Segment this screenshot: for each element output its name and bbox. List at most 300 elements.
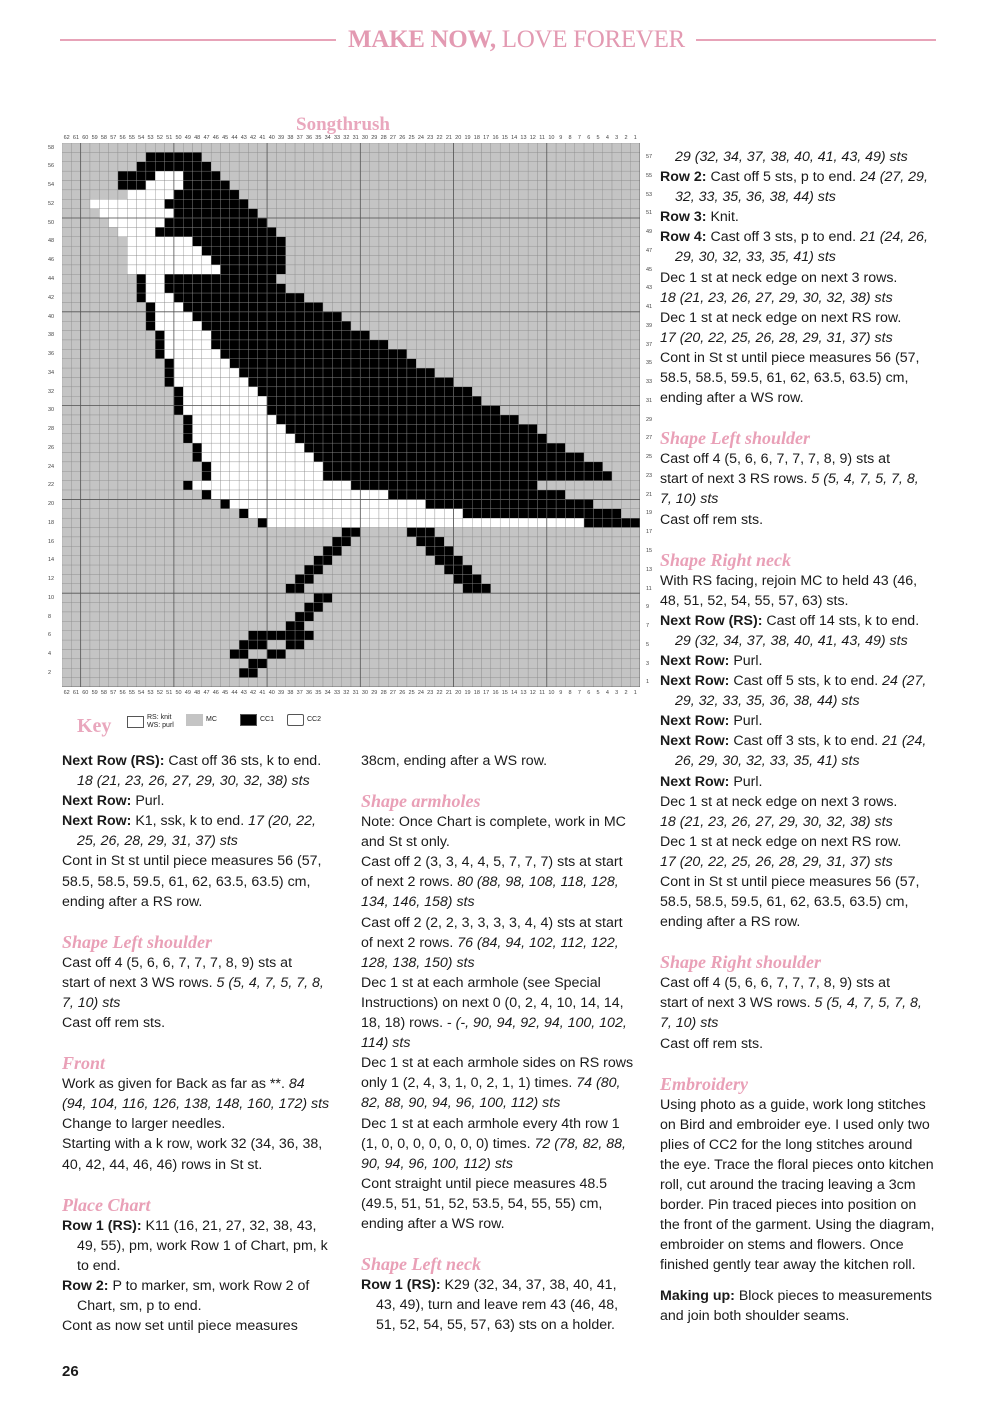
chart-stitch-cell	[379, 181, 388, 190]
chart-stitch-cell	[118, 171, 127, 180]
chart-stitch-cell	[575, 152, 584, 161]
chart-stitch-cell	[239, 359, 248, 368]
chart-stitch-cell	[62, 537, 71, 546]
chart-stitch-cell	[127, 546, 136, 555]
chart-stitch-cell	[258, 593, 267, 602]
chart-stitch-cell	[267, 640, 276, 649]
chart-stitch-cell	[519, 462, 528, 471]
chart-stitch-cell	[537, 396, 546, 405]
chart-stitch-cell	[267, 678, 276, 687]
chart-stitch-cell	[137, 312, 146, 321]
chart-stitch-cell	[137, 434, 146, 443]
chart-stitch-cell	[500, 396, 509, 405]
chart-stitch-cell	[127, 584, 136, 593]
chart-stitch-cell	[332, 612, 341, 621]
chart-stitch-cell	[379, 621, 388, 630]
instruction-line	[660, 993, 950, 1013]
chart-stitch-cell	[556, 359, 565, 368]
chart-stitch-cell	[556, 162, 565, 171]
chart-stitch-cell	[584, 649, 593, 658]
chart-stitch-cell	[547, 499, 556, 508]
stitch-count: 5 (5, 4, 7, 5, 7, 8,	[811, 471, 919, 488]
chart-stitch-cell	[603, 415, 612, 424]
chart-stitch-cell	[286, 331, 295, 340]
chart-stitch-cell	[342, 396, 351, 405]
chart-stitch-cell	[127, 668, 136, 677]
instruction-line	[660, 973, 950, 993]
chart-stitch-cell	[500, 237, 509, 246]
chart-stitch-cell	[351, 218, 360, 227]
chart-stitch-cell	[482, 340, 491, 349]
chart-stitch-cell	[426, 603, 435, 612]
chart-stitch-cell	[118, 668, 127, 677]
chart-stitch-cell	[258, 499, 267, 508]
chart-stitch-cell	[537, 143, 546, 152]
chart-stitch-cell	[155, 499, 164, 508]
section-heading: Front	[62, 1053, 106, 1074]
chart-stitch-cell	[612, 396, 621, 405]
chart-stitch-cell	[388, 509, 397, 518]
chart-stitch-cell	[220, 631, 229, 640]
chart-stitch-cell	[304, 584, 313, 593]
chart-stitch-cell	[603, 556, 612, 565]
chart-stitch-cell	[230, 340, 239, 349]
chart-stitch-cell	[137, 481, 146, 490]
chart-stitch-cell	[612, 321, 621, 330]
chart-stitch-cell	[304, 668, 313, 677]
chart-stitch-cell	[416, 481, 425, 490]
instruction-line	[660, 651, 950, 671]
chart-stitch-cell	[286, 518, 295, 527]
chart-stitch-cell	[556, 593, 565, 602]
chart-stitch-cell	[463, 574, 472, 583]
chart-stitch-cell	[81, 227, 90, 236]
chart-stitch-cell	[575, 171, 584, 180]
chart-stitch-cell	[388, 537, 397, 546]
chart-stitch-cell	[360, 396, 369, 405]
chart-stitch-cell	[276, 218, 285, 227]
chart-stitch-cell	[314, 612, 323, 621]
chart-stitch-cell	[239, 181, 248, 190]
instruction-line	[660, 852, 950, 872]
chart-stitch-cell	[127, 265, 136, 274]
chart-stitch-cell	[621, 331, 630, 340]
chart-stitch-cell	[603, 668, 612, 677]
chart-stitch-cell	[202, 584, 211, 593]
chart-stitch-cell	[230, 256, 239, 265]
chart-stitch-cell	[342, 518, 351, 527]
chart-stitch-cell	[528, 668, 537, 677]
chart-stitch-cell	[295, 490, 304, 499]
chart-stitch-cell	[584, 668, 593, 677]
chart-stitch-cell	[71, 612, 80, 621]
chart-stitch-cell	[584, 556, 593, 565]
chart-stitch-cell	[165, 640, 174, 649]
chart-stitch-cell	[155, 406, 164, 415]
chart-stitch-cell	[631, 490, 640, 499]
chart-stitch-cell	[137, 546, 146, 555]
chart-stitch-cell	[165, 368, 174, 377]
chart-stitch-cell	[314, 246, 323, 255]
stitch-number: 48	[194, 135, 201, 141]
chart-stitch-cell	[267, 415, 276, 424]
chart-stitch-cell	[276, 556, 285, 565]
chart-stitch-cell	[230, 227, 239, 236]
chart-stitch-cell	[509, 565, 518, 574]
chart-stitch-cell	[276, 631, 285, 640]
chart-stitch-cell	[202, 481, 211, 490]
chart-stitch-cell	[519, 565, 528, 574]
chart-stitch-cell	[267, 612, 276, 621]
chart-stitch-cell	[174, 152, 183, 161]
chart-stitch-cell	[165, 621, 174, 630]
chart-stitch-cell	[248, 443, 257, 452]
chart-stitch-cell	[332, 518, 341, 527]
chart-stitch-cell	[71, 556, 80, 565]
chart-stitch-cell	[351, 143, 360, 152]
chart-stitch-cell	[528, 349, 537, 358]
chart-stitch-cell	[500, 321, 509, 330]
chart-stitch-cell	[90, 293, 99, 302]
chart-stitch-cell	[537, 603, 546, 612]
chart-stitch-cell	[351, 359, 360, 368]
chart-stitch-cell	[435, 546, 444, 555]
chart-stitch-cell	[155, 453, 164, 462]
chart-stitch-cell	[398, 246, 407, 255]
chart-stitch-cell	[220, 284, 229, 293]
instruction-text: start of next 3 WS rows.	[62, 974, 217, 991]
chart-stitch-cell	[323, 668, 332, 677]
chart-stitch-cell	[398, 603, 407, 612]
chart-stitch-cell	[62, 528, 71, 537]
chart-stitch-cell	[267, 499, 276, 508]
chart-stitch-cell	[351, 490, 360, 499]
chart-stitch-cell	[370, 621, 379, 630]
chart-stitch-cell	[388, 302, 397, 311]
chart-stitch-cell	[426, 256, 435, 265]
chart-stitch-cell	[90, 199, 99, 208]
chart-stitch-cell	[146, 340, 155, 349]
chart-stitch-cell	[621, 537, 630, 546]
chart-stitch-cell	[565, 293, 574, 302]
chart-stitch-cell	[426, 471, 435, 480]
chart-stitch-cell	[593, 256, 602, 265]
chart-stitch-cell	[556, 631, 565, 640]
chart-stitch-cell	[165, 302, 174, 311]
chart-stitch-cell	[230, 509, 239, 518]
chart-stitch-cell	[118, 640, 127, 649]
chart-stitch-cell	[500, 471, 509, 480]
chart-stitch-cell	[454, 453, 463, 462]
chart-stitch-cell	[584, 659, 593, 668]
chart-stitch-cell	[472, 565, 481, 574]
stitch-number: 12	[529, 690, 536, 696]
chart-stitch-cell	[155, 387, 164, 396]
chart-stitch-cell	[537, 462, 546, 471]
chart-stitch-cell	[370, 678, 379, 687]
chart-stitch-cell	[528, 237, 537, 246]
chart-stitch-cell	[230, 406, 239, 415]
chart-stitch-cell	[528, 584, 537, 593]
instruction-text: ending after a RS row.	[62, 893, 203, 910]
chart-stitch-cell	[62, 396, 71, 405]
chart-stitch-cell	[500, 481, 509, 490]
chart-stitch-cell	[593, 227, 602, 236]
chart-stitch-cell	[472, 490, 481, 499]
chart-stitch-cell	[482, 499, 491, 508]
chart-stitch-cell	[528, 556, 537, 565]
chart-stitch-cell	[416, 565, 425, 574]
chart-stitch-cell	[323, 387, 332, 396]
chart-stitch-cell	[593, 199, 602, 208]
chart-stitch-cell	[435, 340, 444, 349]
chart-stitch-cell	[202, 424, 211, 433]
chart-stitch-cell	[220, 396, 229, 405]
chart-stitch-cell	[62, 518, 71, 527]
chart-stitch-cell	[109, 274, 118, 283]
chart-stitch-cell	[332, 274, 341, 283]
chart-stitch-cell	[137, 621, 146, 630]
chart-stitch-cell	[183, 284, 192, 293]
chart-stitch-cell	[193, 377, 202, 386]
instruction-text: P to marker, sm, work Row 2 of	[108, 1277, 310, 1294]
chart-stitch-cell	[426, 574, 435, 583]
chart-stitch-cell	[258, 443, 267, 452]
chart-stitch-cell	[584, 199, 593, 208]
instruction-line	[361, 913, 651, 933]
chart-stitch-cell	[323, 546, 332, 555]
chart-stitch-cell	[565, 237, 574, 246]
chart-stitch-cell	[295, 528, 304, 537]
chart-stitch-cell	[621, 434, 630, 443]
chart-stitch-cell	[332, 443, 341, 452]
chart-stitch-cell	[379, 265, 388, 274]
chart-stitch-cell	[342, 209, 351, 218]
chart-stitch-cell	[146, 387, 155, 396]
chart-stitch-cell	[323, 265, 332, 274]
chart-stitch-cell	[211, 574, 220, 583]
chart-stitch-cell	[267, 199, 276, 208]
chart-stitch-cell	[193, 509, 202, 518]
chart-stitch-cell	[174, 678, 183, 687]
chart-stitch-cell	[547, 162, 556, 171]
chart-stitch-cell	[146, 471, 155, 480]
chart-stitch-cell	[556, 368, 565, 377]
chart-stitch-cell	[211, 171, 220, 180]
chart-stitch-cell	[482, 256, 491, 265]
row-number: 13	[646, 566, 653, 573]
chart-stitch-cell	[211, 218, 220, 227]
chart-stitch-cell	[519, 321, 528, 330]
instruction-text: Knit.	[706, 209, 739, 226]
chart-stitch-cell	[193, 349, 202, 358]
chart-stitch-cell	[90, 453, 99, 462]
chart-stitch-cell	[146, 302, 155, 311]
chart-stitch-cell	[463, 612, 472, 621]
chart-stitch-cell	[314, 293, 323, 302]
row-number: 15	[646, 548, 653, 554]
chart-stitch-cell	[230, 556, 239, 565]
stitch-number: 18	[473, 690, 480, 696]
chart-stitch-cell	[537, 631, 546, 640]
chart-stitch-cell	[621, 284, 630, 293]
chart-stitch-cell	[463, 537, 472, 546]
chart-stitch-cell	[267, 209, 276, 218]
chart-stitch-cell	[631, 603, 640, 612]
chart-stitch-cell	[118, 481, 127, 490]
chart-stitch-cell	[621, 293, 630, 302]
chart-stitch-cell	[482, 293, 491, 302]
chart-stitch-cell	[482, 537, 491, 546]
chart-stitch-cell	[127, 415, 136, 424]
chart-stitch-cell	[342, 593, 351, 602]
chart-stitch-cell	[454, 415, 463, 424]
chart-stitch-cell	[118, 612, 127, 621]
chart-stitch-cell	[258, 546, 267, 555]
chart-stitch-cell	[621, 462, 630, 471]
chart-stitch-cell	[537, 490, 546, 499]
stitch-number: 56	[119, 690, 126, 696]
chart-stitch-cell	[137, 424, 146, 433]
chart-stitch-cell	[183, 659, 192, 668]
chart-stitch-cell	[482, 171, 491, 180]
chart-stitch-cell	[81, 293, 90, 302]
instruction-line	[361, 1295, 651, 1315]
chart-stitch-cell	[407, 574, 416, 583]
chart-stitch-cell	[220, 302, 229, 311]
chart-stitch-cell	[426, 593, 435, 602]
chart-stitch-cell	[193, 406, 202, 415]
chart-stitch-cell	[90, 209, 99, 218]
chart-stitch-cell	[137, 387, 146, 396]
chart-stitch-cell	[165, 377, 174, 386]
chart-stitch-cell	[603, 453, 612, 462]
chart-stitch-cell	[71, 471, 80, 480]
chart-stitch-cell	[267, 293, 276, 302]
chart-stitch-cell	[99, 612, 108, 621]
chart-stitch-cell	[174, 659, 183, 668]
chart-stitch-cell	[81, 443, 90, 452]
chart-stitch-cell	[631, 668, 640, 677]
chart-stitch-cell	[286, 349, 295, 358]
chart-stitch-cell	[332, 396, 341, 405]
stitch-number: 11	[539, 690, 545, 696]
chart-stitch-cell	[351, 181, 360, 190]
chart-stitch-cell	[547, 274, 556, 283]
chart-stitch-cell	[379, 227, 388, 236]
chart-stitch-cell	[565, 509, 574, 518]
chart-stitch-cell	[165, 481, 174, 490]
chart-stitch-cell	[407, 490, 416, 499]
chart-stitch-cell	[295, 453, 304, 462]
chart-stitch-cell	[62, 462, 71, 471]
chart-stitch-cell	[314, 331, 323, 340]
instruction-line	[660, 1115, 950, 1135]
chart-stitch-cell	[463, 162, 472, 171]
chart-stitch-cell	[454, 302, 463, 311]
chart-stitch-cell	[454, 359, 463, 368]
chart-stitch-cell	[463, 152, 472, 161]
chart-stitch-cell	[454, 537, 463, 546]
chart-stitch-cell	[500, 574, 509, 583]
chart-stitch-cell	[426, 631, 435, 640]
chart-stitch-cell	[71, 237, 80, 246]
chart-stitch-cell	[248, 152, 257, 161]
chart-stitch-cell	[482, 218, 491, 227]
chart-stitch-cell	[435, 293, 444, 302]
chart-stitch-cell	[62, 678, 71, 687]
chart-stitch-cell	[565, 546, 574, 555]
chart-stitch-cell	[528, 499, 537, 508]
chart-stitch-cell	[500, 406, 509, 415]
chart-stitch-cell	[137, 237, 146, 246]
chart-stitch-cell	[174, 302, 183, 311]
chart-stitch-cell	[211, 246, 220, 255]
chart-stitch-cell	[388, 274, 397, 283]
chart-stitch-cell	[71, 621, 80, 630]
chart-stitch-cell	[444, 481, 453, 490]
chart-stitch-cell	[230, 246, 239, 255]
chart-stitch-cell	[565, 415, 574, 424]
chart-stitch-cell	[99, 293, 108, 302]
chart-stitch-cell	[426, 659, 435, 668]
chart-stitch-cell	[81, 640, 90, 649]
chart-stitch-cell	[342, 621, 351, 630]
chart-stitch-cell	[220, 490, 229, 499]
chart-stitch-cell	[556, 518, 565, 527]
chart-stitch-cell	[332, 462, 341, 471]
row-number: 52	[48, 200, 55, 207]
chart-stitch-cell	[155, 612, 164, 621]
chart-stitch-cell	[370, 603, 379, 612]
chart-stitch-cell	[416, 209, 425, 218]
stitch-number: 25	[408, 690, 415, 696]
chart-stitch-cell	[407, 603, 416, 612]
chart-stitch-cell	[220, 265, 229, 274]
chart-stitch-cell	[631, 453, 640, 462]
chart-stitch-cell	[621, 396, 630, 405]
stitch-number: 46	[212, 690, 219, 696]
chart-stitch-cell	[631, 556, 640, 565]
chart-stitch-cell	[146, 227, 155, 236]
chart-stitch-cell	[388, 631, 397, 640]
chart-stitch-cell	[248, 453, 257, 462]
chart-stitch-cell	[444, 312, 453, 321]
chart-stitch-cell	[575, 321, 584, 330]
chart-stitch-cell	[174, 284, 183, 293]
chart-stitch-cell	[603, 302, 612, 311]
chart-stitch-cell	[603, 518, 612, 527]
chart-stitch-cell	[603, 424, 612, 433]
chart-stitch-cell	[183, 574, 192, 583]
chart-stitch-cell	[631, 209, 640, 218]
chart-stitch-cell	[99, 190, 108, 199]
chart-stitch-cell	[81, 424, 90, 433]
chart-stitch-cell	[295, 340, 304, 349]
chart-stitch-cell	[118, 284, 127, 293]
chart-stitch-cell	[304, 199, 313, 208]
chart-stitch-cell	[230, 312, 239, 321]
chart-stitch-cell	[351, 612, 360, 621]
chart-stitch-cell	[584, 678, 593, 687]
instruction-line	[660, 147, 950, 167]
chart-stitch-cell	[351, 209, 360, 218]
chart-stitch-cell	[509, 368, 518, 377]
chart-stitch-cell	[537, 237, 546, 246]
chart-stitch-cell	[454, 227, 463, 236]
chart-stitch-cell	[146, 546, 155, 555]
chart-stitch-cell	[267, 481, 276, 490]
